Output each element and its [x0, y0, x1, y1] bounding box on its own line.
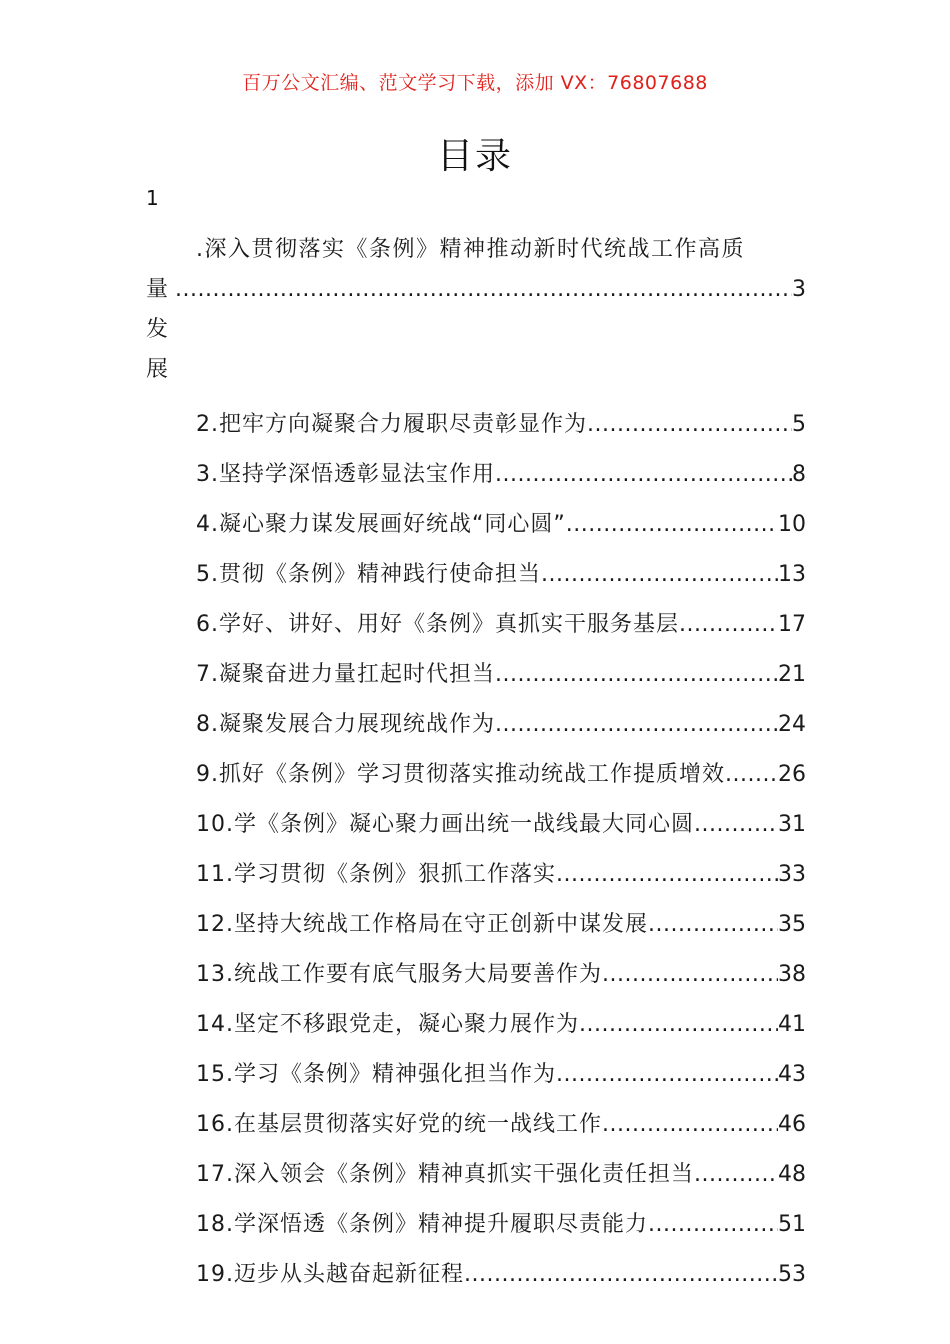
toc-entry-title: 18.学深悟透《条例》精神提升履职尽责能力 [196, 1212, 648, 1237]
toc-entry[interactable] [146, 1250, 806, 1300]
lead-number: 1 [146, 186, 159, 210]
toc-page-number: 46 [778, 1112, 806, 1137]
toc-entry-title: 12.坚持大统战工作格局在守正创新中谋发展 [196, 912, 648, 937]
dot-leader [566, 500, 778, 550]
toc-entry[interactable] [146, 800, 806, 850]
dot-leader [679, 600, 778, 650]
toc-entry-title: 17.深入领会《条例》精神真抓实干强化责任担当 [196, 1162, 694, 1187]
toc-entry-title: 10.学《条例》凝心聚力画出统一战线最大同心圆 [196, 812, 694, 837]
toc-entry[interactable] [146, 950, 806, 1000]
toc-entry-title: 15.学习《条例》精神强化担当作为 [196, 1062, 556, 1087]
dot-leader [725, 750, 778, 800]
toc-entry-title: 9.抓好《条例》学习贯彻落实推动统战工作提质增效 [196, 762, 725, 787]
dot-leader [556, 850, 778, 900]
toc-entry-title: 13.统战工作要有底气服务大局要善作为 [196, 962, 602, 987]
toc-page-number: 3 [792, 277, 806, 302]
table-of-contents [146, 230, 806, 1300]
dot-leader [694, 1150, 778, 1200]
dot-leader [602, 1100, 778, 1150]
toc-entry[interactable] [146, 500, 806, 550]
page-title: 目录 [436, 136, 513, 177]
toc-entry[interactable] [146, 1200, 806, 1250]
toc-entry[interactable] [146, 750, 806, 800]
dot-leader [587, 400, 792, 450]
toc-page-number: 8 [792, 462, 806, 487]
toc-entry-1[interactable] [146, 230, 806, 390]
toc-page-number: 13 [778, 562, 806, 587]
toc-page-number: 26 [778, 762, 806, 787]
toc-page-number: 24 [778, 712, 806, 737]
dot-leader [495, 700, 778, 750]
toc-entry-title-line2: 量发展 [146, 277, 170, 382]
toc-entry-title: 4.凝心聚力谋发展画好统战“同心圆” [196, 512, 566, 537]
toc-entry[interactable] [146, 700, 806, 750]
dot-leader [541, 550, 778, 600]
toc-entry-title: 5.贯彻《条例》精神践行使命担当 [196, 562, 541, 587]
toc-entry-title: 11.学习贯彻《条例》狠抓工作落实 [196, 862, 556, 887]
toc-entry-title: 19.迈步从头越奋起新征程 [196, 1262, 464, 1287]
toc-entry[interactable] [146, 400, 806, 450]
toc-page-number: 21 [778, 662, 806, 687]
toc-entry-title-line1: .深入贯彻落实《条例》精神推动新时代统战工作高质 [196, 237, 745, 262]
dot-leader [648, 1200, 778, 1250]
toc-page-number: 31 [778, 812, 806, 837]
toc-entry[interactable] [146, 1100, 806, 1150]
header-note: 百万公文汇编、范文学习下载，添加 VX：76807688 [242, 72, 708, 94]
dot-leader [495, 450, 792, 500]
dot-leader [694, 800, 778, 850]
toc-entry[interactable] [146, 1050, 806, 1100]
toc-entry[interactable] [146, 650, 806, 700]
dot-leader [556, 1050, 778, 1100]
dot-leader [602, 950, 778, 1000]
toc-entry[interactable] [146, 550, 806, 600]
toc-page-number: 5 [792, 412, 806, 437]
toc-page-number: 53 [778, 1262, 806, 1287]
toc-entry[interactable] [146, 600, 806, 650]
toc-entry[interactable] [146, 1000, 806, 1050]
toc-entry-title: 14.坚定不移跟党走，凝心聚力展作为 [196, 1012, 579, 1037]
toc-page-number: 43 [778, 1062, 806, 1087]
toc-entry[interactable] [146, 1150, 806, 1200]
dot-leader [579, 1000, 778, 1050]
toc-page-number: 35 [778, 912, 806, 937]
toc-entry-title: 6.学好、讲好、用好《条例》真抓实干服务基层 [196, 612, 679, 637]
toc-page-number: 33 [778, 862, 806, 887]
toc-entry[interactable] [146, 900, 806, 950]
toc-page-number: 41 [778, 1012, 806, 1037]
toc-page-number: 48 [778, 1162, 806, 1187]
toc-page-number: 51 [778, 1212, 806, 1237]
dot-leader [648, 900, 778, 950]
toc-entry-title: 2.把牢方向凝聚合力履职尽责彰显作为 [196, 412, 587, 437]
toc-entry[interactable] [146, 850, 806, 900]
toc-entry[interactable] [146, 450, 806, 500]
toc-entry-title: 3.坚持学深悟透彰显法宝作用 [196, 462, 495, 487]
dot-leader [464, 1250, 778, 1300]
toc-entry-title: 8.凝聚发展合力展现统战作为 [196, 712, 495, 737]
toc-entry-title: 16.在基层贯彻落实好党的统一战线工作 [196, 1112, 602, 1137]
toc-page-number: 17 [778, 612, 806, 637]
toc-entry-title: 7.凝聚奋进力量扛起时代担当 [196, 662, 495, 687]
dot-leader [175, 270, 792, 310]
dot-leader [495, 650, 778, 700]
toc-page-number: 38 [778, 962, 806, 987]
toc-page-number: 10 [778, 512, 806, 537]
